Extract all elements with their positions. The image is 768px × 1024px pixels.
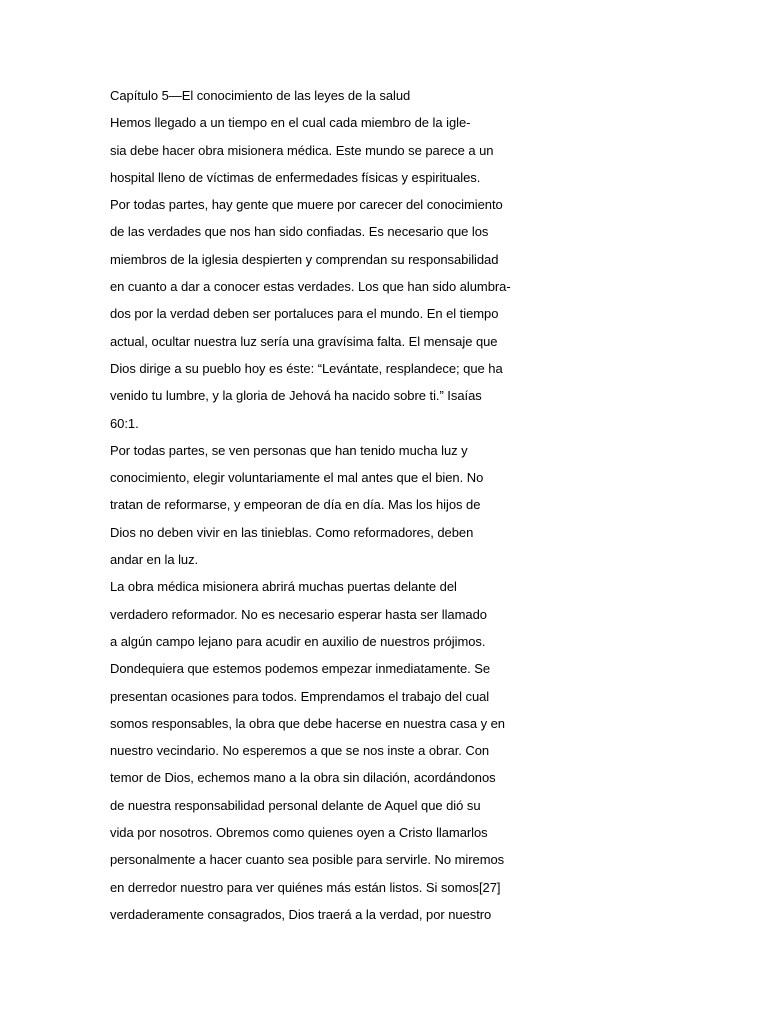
chapter-title: Capítulo 5—El conocimiento de las leyes de la salud: [110, 88, 411, 103]
text-line: nuestro vecindario. No esperemos a que se nos inste a obrar. Con: [110, 743, 490, 759]
text-line: de nuestra responsabilidad personal delante de Aquel que dió su: [110, 797, 481, 813]
text-line: hospital lleno de víctimas de enfermedades físicas y espirituales.: [110, 169, 481, 185]
text-line: miembros de la iglesia despierten y comprendan su responsabilidad: [110, 251, 499, 267]
text-line: conocimiento, elegir voluntariamente el mal antes que el bien. No: [110, 470, 484, 486]
text-line: personalmente a hacer cuanto sea posible para servirle. No miremos: [110, 852, 505, 868]
text-line: andar en la luz.: [110, 552, 199, 568]
text-line: de las verdades que nos han sido confiadas. Es necesario que los: [110, 224, 489, 240]
text-line: Por todas partes, se ven personas que han tenido mucha luz y: [110, 442, 468, 458]
text-line: dos por la verdad deben ser portaluces para el mundo. En el tiempo: [110, 306, 499, 322]
text-line: en derredor nuestro para ver quiénes más están listos. Si somos[27]: [110, 879, 501, 895]
text-line: tratan de reformarse, y empeoran de día en día. Mas los hijos de: [110, 497, 481, 513]
text-line: somos responsables, la obra que debe hacerse en nuestra casa y en: [110, 715, 505, 731]
body-text: [110, 82, 520, 928]
text-line: temor de Dios, echemos mano a la obra sin dilación, acordándonos: [110, 770, 496, 786]
text-line: presentan ocasiones para todos. Emprendamos el trabajo del cual: [110, 688, 490, 704]
text-line: Hemos llegado a un tiempo en el cual cada miembro de la igle-: [110, 115, 471, 131]
text-line: a algún campo lejano para acudir en auxilio de nuestros prójimos.: [110, 633, 486, 649]
text-line: Dondequiera que estemos podemos empezar inmediatamente. Se: [110, 661, 491, 677]
text-line: sia debe hacer obra misionera médica. Este mundo se parece a un: [110, 142, 494, 158]
text-line: Por todas partes, hay gente que muere por carecer del conocimiento: [110, 197, 503, 213]
text-line: Dios no deben vivir en las tinieblas. Como reformadores, deben: [110, 524, 474, 540]
text-line: en cuanto a dar a conocer estas verdades. Los que han sido alumbra-: [110, 279, 511, 295]
text-line: verdadero reformador. No es necesario esperar hasta ser llamado: [110, 606, 487, 622]
text-line: actual, ocultar nuestra luz sería una gravísima falta. El mensaje que: [110, 333, 498, 349]
text-line: venido tu lumbre, y la gloria de Jehová ha nacido sobre ti.” Isaías: [110, 388, 482, 404]
text-line: vida por nosotros. Obremos como quienes oyen a Cristo llamarlos: [110, 825, 488, 841]
text-line: 60:1.: [110, 415, 139, 431]
text-line: Dios dirige a su pueblo hoy es éste: “Levántate, resplandece; que ha: [110, 360, 503, 376]
text-line: La obra médica misionera abrirá muchas puertas delante del: [110, 579, 457, 595]
text-line: verdaderamente consagrados, Dios traerá a la verdad, por nuestro: [110, 906, 492, 922]
